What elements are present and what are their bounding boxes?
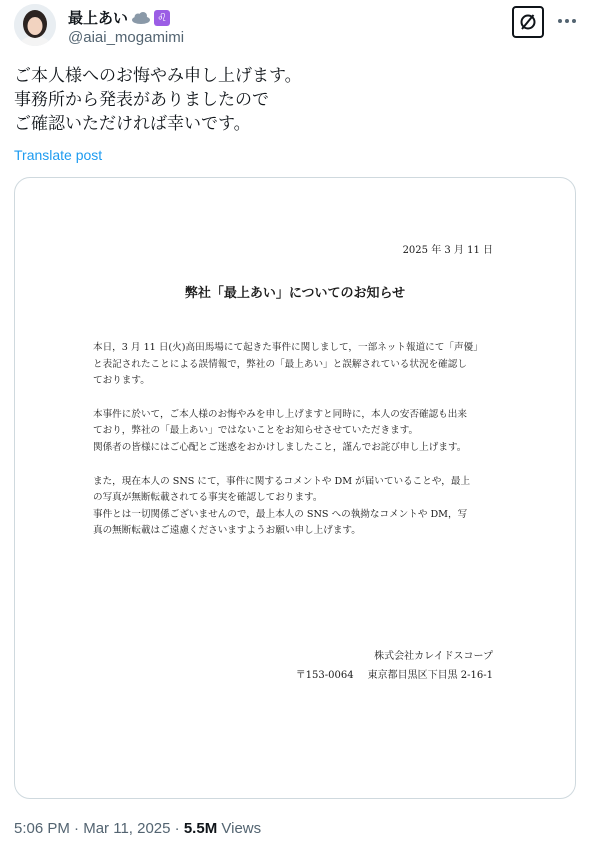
post-time[interactable]: 5:06 PM [14,820,70,837]
avatar[interactable] [14,4,56,46]
translate-post-link[interactable]: Translate post [14,147,103,163]
document-date: 2025 年 3 月 11 日 [402,245,493,256]
author-handle[interactable]: @aiai_mogamimi [68,29,185,46]
meta-separator: · [174,820,180,837]
post-text-line: ご確認いただければ幸いです。 [14,114,251,133]
post-text-line: 事務所から発表がありましたので [14,90,269,109]
post-meta [14,820,261,837]
document-line: と表記されたことによる誤情報で，弊社の「最上あい」と誤解されている状況を確認し [93,358,467,370]
document-address: 東京都目黒区下目黒 2-16-1 [367,670,493,681]
author-display-name[interactable]: 最上あい [68,10,129,27]
post-text [14,64,574,136]
leo-emoji-icon: ♌ [154,10,170,26]
post-date[interactable]: Mar 11, 2025 [83,820,171,837]
document-line: の写真が無断転載されてる事実を確認しております。 [93,492,323,504]
post-text-line: ご本人様へのお悔やみ申し上げます。 [14,66,302,85]
document-line: 真の無断転載はご遠慮くださいますようお願い申し上げます。 [93,525,361,537]
document-line: ております。 [93,375,150,387]
document-line: 本事件に於いて，ご本人様のお悔やみを申し上げますと同時に，本人の安否確認も出来 [93,408,467,420]
grok-button[interactable] [512,6,544,38]
post-media-image[interactable] [14,177,576,799]
author-name-row[interactable] [68,7,170,28]
announcement-document [15,178,575,798]
document-paragraph [93,407,499,457]
document-title: 弊社「最上あい」についてのお知らせ [184,286,406,301]
document-line: 事件とは一切関係ございませんので，最上本人の SNS への執拗なコメントや DM，写 [93,508,468,520]
more-options-button[interactable] [553,7,581,35]
document-body [93,340,499,557]
more-horizontal-icon [558,19,562,23]
document-line: また，現在本人の SNS にて，事件に関するコメントや DM が届いていることや，最上 [93,475,471,487]
grok-icon [518,12,538,32]
document-postal-code: 〒153-0064 [295,670,354,681]
document-line: 関係者の皆様にはご心配とご迷惑をおかけしましたこと，謹んでお詫び申し上げます。 [93,441,467,453]
views-count: 5.5M [183,820,218,837]
document-line: 本日，3 月 11 日(火)高田馬場にて起きた事件に関しまして，一部ネット報道にて「声優」 [93,342,483,353]
document-line: ており，弊社の「最上あい」ではないことをお知らせさせていただきます。 [93,425,419,437]
views-label: Views [221,820,262,837]
document-paragraph [93,340,499,390]
avatar-image [14,4,56,46]
document-company: 株式会社カレイドスコープ [374,651,493,662]
document-address-row [296,666,493,681]
document-paragraph [93,474,499,540]
cloud-emoji-icon [131,12,151,24]
meta-separator: · [74,820,80,837]
